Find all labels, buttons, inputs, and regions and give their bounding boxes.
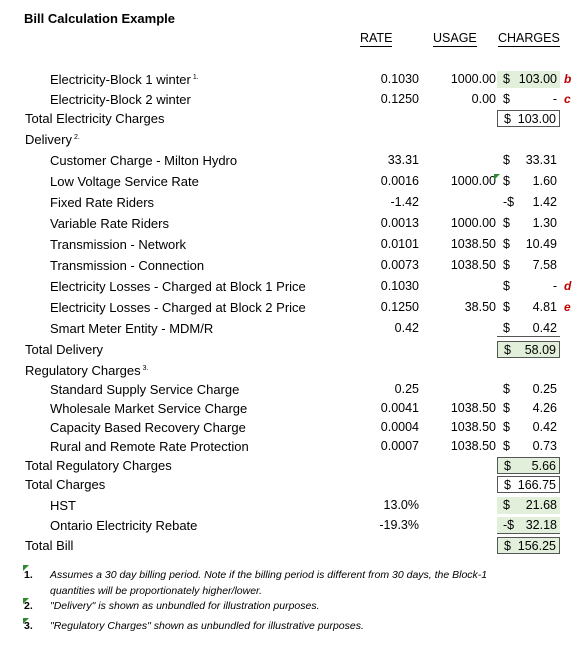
rate-value: 0.0013 (380, 216, 419, 230)
row-label: Regulatory Charges $^{3.}$ (25, 363, 149, 378)
charge-cell (497, 71, 560, 88)
usage-value: 1038.50 (450, 439, 496, 453)
usage-value: 1038.50 (450, 420, 496, 434)
rate-value: 0.0073 (380, 258, 419, 272)
row-label: Total Charges (25, 477, 106, 492)
annotation-letter: e (564, 300, 571, 314)
footnote-text: "Delivery" is shown as unbundled for illustration purposes. (50, 600, 320, 612)
footnote-ref: 3. (142, 364, 149, 372)
rate-value: 0.0041 (380, 401, 419, 415)
table-row (0, 151, 585, 171)
rate-value: 0.1250 (380, 92, 419, 106)
rate-value: 0.1030 (380, 72, 419, 86)
table-row (0, 298, 585, 318)
row-label: Capacity Based Recovery Charge (50, 420, 246, 435)
charge-amount: 0.42 (532, 420, 557, 434)
charge-amount: 0.73 (532, 439, 557, 453)
rate-value: 0.0016 (380, 174, 419, 188)
currency-symbol: $ (503, 279, 510, 293)
row-label: Total Electricity Charges (25, 111, 165, 126)
currency-symbol: $ (503, 321, 510, 335)
rate-value: 0.42 (394, 321, 419, 335)
currency-symbol: $ (503, 174, 510, 188)
rate-value: -1.42 (390, 195, 419, 209)
table-row (0, 418, 585, 438)
charge-amount: 0.42 (532, 321, 557, 335)
footnote-text-continued: quantities will be proportionately higher/lower. (50, 585, 263, 597)
charge-amount: 166.75 (517, 478, 556, 492)
currency-symbol: $ (503, 300, 510, 314)
currency-symbol: $ (503, 216, 510, 230)
charge-amount: 103.00 (517, 112, 556, 126)
charge-amount: 1.60 (532, 174, 557, 188)
charge-cell (497, 438, 560, 455)
row-label: Customer Charge - Milton Hydro (50, 153, 238, 168)
usage-value: 38.50 (464, 300, 496, 314)
row-label: Electricity Losses - Charged at Block 1 Price (50, 279, 306, 294)
currency-symbol: $ (503, 237, 510, 251)
charge-cell (497, 457, 560, 474)
charge-cell (497, 278, 560, 295)
usage-value: 1000.00 (450, 216, 496, 230)
charge-amount: 4.81 (532, 300, 557, 314)
charge-cell (497, 400, 560, 417)
charge-amount: 32.18 (525, 518, 557, 532)
usage-value: 1000.00 (450, 72, 496, 86)
row-label: Total Bill (25, 538, 74, 553)
currency-symbol: $ (504, 112, 511, 126)
page-title: Bill Calculation Example (24, 11, 175, 26)
currency-symbol: $ (504, 539, 511, 553)
annotation-letter: b (564, 72, 572, 86)
table-row (0, 256, 585, 276)
currency-symbol: $ (503, 92, 510, 106)
rate-value: 13.0% (383, 498, 419, 512)
charge-amount: 58.09 (524, 343, 556, 357)
usage-value: 1038.50 (450, 237, 496, 251)
currency-symbol: $ (503, 72, 510, 86)
row-label: Low Voltage Service Rate (50, 174, 199, 189)
table-row (0, 380, 585, 400)
table-row (0, 340, 585, 360)
charge-cell (497, 152, 560, 169)
charge-cell (497, 194, 560, 211)
rate-value: 0.1030 (380, 279, 419, 293)
charges-column-header: CHARGES (498, 31, 560, 45)
currency-symbol: -$ (503, 195, 515, 209)
table-row (0, 235, 585, 255)
charge-amount: 7.58 (532, 258, 557, 272)
footnote-item (24, 620, 364, 632)
currency-symbol: $ (503, 153, 510, 167)
charge-amount: 103.00 (518, 72, 557, 86)
comment-indicator-icon (494, 174, 500, 180)
charge-amount: 10.49 (525, 237, 557, 251)
usage-column-header: USAGE (433, 31, 477, 45)
usage-value: 1000.00 (450, 174, 496, 188)
row-label: Smart Meter Entity - MDM/R (50, 321, 214, 336)
charge-cell (497, 497, 560, 514)
currency-symbol: $ (504, 478, 511, 492)
rate-value: 0.25 (394, 382, 419, 396)
row-label: Ontario Electricity Rebate (50, 518, 198, 533)
footnote-item (24, 567, 487, 599)
annotation-letter: d (564, 279, 572, 293)
table-row (0, 130, 585, 150)
rate-value: 33.31 (387, 153, 419, 167)
charge-cell (497, 537, 560, 554)
charge-cell (497, 341, 560, 358)
table-row (0, 496, 585, 516)
footnote-ref: 1. (192, 73, 199, 81)
charge-cell (497, 299, 560, 316)
charge-amount: 0.25 (532, 382, 557, 396)
charge-cell (497, 517, 560, 534)
charge-amount: - (552, 279, 557, 293)
charge-cell (497, 320, 560, 337)
charge-cell (497, 173, 560, 190)
footnote-item (24, 600, 320, 612)
row-label: Standard Supply Service Charge (50, 382, 240, 397)
rate-value: 0.0007 (380, 439, 419, 453)
rate-value: -19.3% (379, 518, 419, 532)
currency-symbol: $ (503, 258, 510, 272)
charge-cell (497, 381, 560, 398)
charge-amount: 156.25 (517, 539, 556, 553)
charge-cell (497, 91, 560, 108)
comment-indicator-icon (23, 565, 29, 571)
row-label: Rural and Remote Rate Protection (50, 439, 249, 454)
table-row (0, 475, 585, 495)
charge-amount: 1.30 (532, 216, 557, 230)
comment-indicator-icon (23, 618, 29, 624)
currency-symbol: $ (503, 439, 510, 453)
table-row (0, 536, 585, 556)
row-label: Electricity Losses - Charged at Block 2 Price (50, 300, 306, 315)
table-row (0, 456, 585, 476)
table-row (0, 214, 585, 234)
charge-amount: 5.66 (531, 459, 556, 473)
charge-cell (497, 419, 560, 436)
row-label: Transmission - Network (50, 237, 187, 252)
footnote-number: 1. (24, 569, 33, 581)
currency-symbol: $ (504, 343, 511, 357)
charge-amount: - (552, 92, 557, 106)
row-label: HST (50, 498, 76, 513)
table-row (0, 70, 585, 90)
rate-value: 0.1250 (380, 300, 419, 314)
currency-symbol: $ (503, 420, 510, 434)
table-row (0, 277, 585, 297)
table-row (0, 437, 585, 457)
charge-cell (497, 215, 560, 232)
footnote-ref: 2. (73, 133, 80, 141)
footnote-number: 2. (24, 600, 33, 612)
annotation-letter: c (564, 92, 571, 106)
usage-value: 0.00 (471, 92, 496, 106)
currency-symbol: -$ (503, 518, 515, 532)
rate-value: 0.0004 (380, 420, 419, 434)
row-label: Total Regulatory Charges (25, 458, 172, 473)
table-row (0, 399, 585, 419)
usage-value: 1038.50 (450, 401, 496, 415)
currency-symbol: $ (503, 498, 510, 512)
table-row (0, 516, 585, 536)
footnote-number: 3. (24, 620, 33, 632)
table-row (0, 319, 585, 339)
charge-cell (497, 257, 560, 274)
charge-cell (497, 110, 560, 127)
table-row (0, 361, 585, 381)
charge-cell (497, 476, 560, 493)
table-row (0, 193, 585, 213)
charge-amount: 21.68 (525, 498, 557, 512)
charge-amount: 33.31 (525, 153, 557, 167)
rate-value: 0.0101 (380, 237, 419, 251)
table-row (0, 90, 585, 110)
footnote-text: Assumes a 30 day billing period. Note if the billing period is different from 30 days, the Block-1 (50, 569, 488, 581)
row-label: Fixed Rate Riders (50, 195, 155, 210)
row-label: Wholesale Market Service Charge (50, 401, 248, 416)
row-label: Transmission - Connection (50, 258, 205, 273)
charge-cell (497, 236, 560, 253)
row-label: Electricity-Block 1 winter $^{1.}$ (50, 72, 199, 87)
row-label: Delivery $^{2.}$ (25, 132, 80, 147)
rate-column-header: RATE (360, 31, 393, 45)
currency-symbol: $ (503, 401, 510, 415)
usage-value: 1038.50 (450, 258, 496, 272)
comment-indicator-icon (23, 598, 29, 604)
row-label: Electricity-Block 2 winter (50, 92, 191, 107)
currency-symbol: $ (503, 382, 510, 396)
footnote-text: "Regulatory Charges" shown as unbundled for illustrative purposes. (50, 620, 364, 632)
charge-amount: 4.26 (532, 401, 557, 415)
currency-symbol: $ (504, 459, 511, 473)
charge-amount: 1.42 (532, 195, 557, 209)
row-label: Variable Rate Riders (50, 216, 169, 231)
table-row (0, 109, 585, 129)
row-label: Total Delivery (25, 342, 104, 357)
